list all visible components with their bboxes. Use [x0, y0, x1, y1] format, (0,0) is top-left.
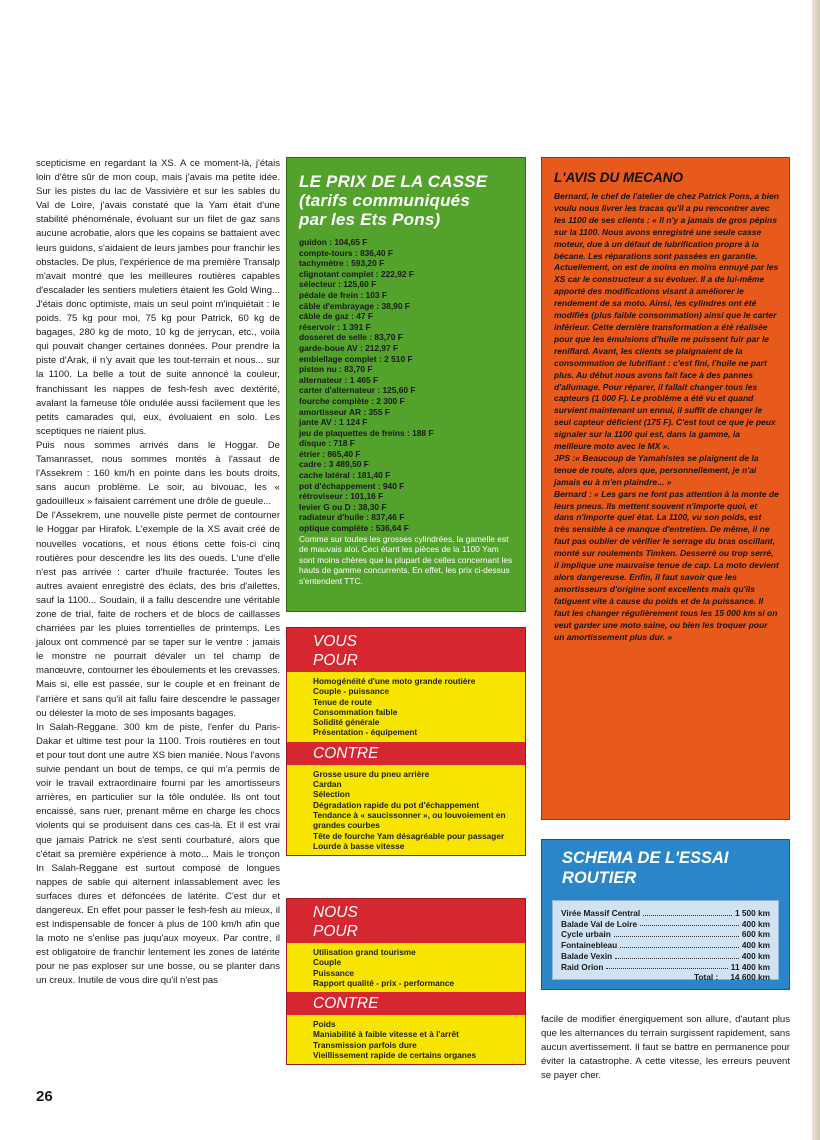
pour-heading: POUR [313, 652, 358, 669]
vous-pour-contre-box [286, 627, 526, 856]
price-item: amortisseur AR : 355 F [299, 406, 390, 417]
price-item: rétroviseur : 101,16 F [299, 491, 384, 502]
article-paragraph: In Salah-Reggane. 300 km de piste, l'enfer du Paris-Dakar et ultime test pour la 1100. Trois routières en tout et pour tout dont une autre XS bien maniée. Nous l'avons suivie pendant un bout de temps, ce qui m'a permis de voir le travail extraordinaire fourni par les amortisseurs arrières, en particulier sur la tôle ondulée. Ils ont tout encaissé, sans ruer, prenant même en charge les chocs violents qui se produisent dans ces cas-là. Et il est vrai que jamais Patrick ne s'est senti courbaturé, alors que c'était sa première expérience à moto... Mais le tronçon In Salah-Reggane est surtout composé de longues nappes de sable qui alternent inlassablement avec les surfaces dures et défoncées de latérite. C'est dur et dangereux. En effet pour passer le fesh-fesh au mieux, il est indispensable de foncer à plus de 100 km/h afin que la moto ne s'enlise pas juqu'aux moyeux. Par contre, il est obligatoire de franchir lentement les zones de latérite pour ne pas exploser sur une bosse, ou se planter dans un creux. Inutile de vous dire qu'il n'est pas [36, 721, 280, 987]
route-total-value: 14 600 km [730, 972, 770, 983]
nous-pour-list [287, 943, 525, 992]
vous-heading-line: VOUS [313, 633, 357, 650]
contre-item: Sélection [313, 789, 350, 800]
route-table [552, 900, 779, 983]
price-box-title-line: par les Ets Pons) [299, 210, 441, 229]
mecano-paragraph: Bernard, le chef de l'atelier de chez Patrick Pons, a bien voulu nous livrer les tracas qu'il a pu rencontrer avec les 1100 de ses clients : « Il n'y a jamais de gros pépins sur la 1100. Nous avons enregistré une seule casse moteur, due à un défaut de lubrification propre à la bécane. Les réparations sont passées en garantie. Actuellement, on est de moins en moins ennuyé par les XS car le constructeur a su évoluer. Il a de lui-même apporté des modifications visant à améliorer le rendement de sa moto. Ainsi, les cylindres ont été modifiés (plus faible consommation) ainsi que le carter inférieur. Cette dernière transformation a été réalisée pour que les émulsions d'huile ne puissent fuir par le reniflard. Avant, les clients se plaignaient de la consommation de lubrifiant : c'est fini, l'huile ne part plus. Au début nous avons fait face à des pannes d'allumage. Pour réparer, il fallait changer tous les capteurs (1 000 F). Le problème a été vu et quand survient maintenant un ennui, il suffit de changer le seul capteur déficient (175 F). C'est tout ce que je peux signaler sur la 1100 qui est, dans la gamme, la meilleure moto avec le MX ». [554, 191, 779, 452]
price-item: garde-boue AV : 212,97 F [299, 342, 399, 353]
price-item: câble de gaz : 47 F [299, 311, 374, 322]
price-item: dosseret de selle : 83,70 F [299, 332, 403, 343]
route-row [561, 908, 770, 919]
route-name: Fontainebleau [561, 940, 618, 951]
price-box-note: Comme sur toutes les grosses cylindrées, la gamelle est de mauvais aloi. Ceci étant les pièces de la 1100 Yam sont moins chères que la plupart de celles concernant les hauts de gamme concurrents. En effet, les prix ci-dessus s'entendent TTC. [299, 533, 513, 586]
price-item: réservoir : 1 391 F [299, 321, 371, 332]
price-item: cadre : 3 489,50 F [299, 459, 369, 470]
route-name: Balade Vexin [561, 950, 613, 961]
leader-dots [606, 962, 727, 970]
mecano-box-title: L'AVIS DU MECANO [554, 170, 683, 185]
route-km: 400 km [741, 950, 770, 961]
price-item: pot d'échappement : 940 F [299, 480, 405, 491]
leader-dots [643, 908, 732, 916]
vous-contre-heading: CONTRE [287, 742, 525, 765]
contre-item: Transmission parfois dure [313, 1039, 417, 1050]
pour-heading: POUR [313, 923, 358, 940]
price-list [287, 237, 525, 534]
price-item: étrier : 865,40 F [299, 448, 361, 459]
leader-dots [620, 940, 739, 948]
pour-item: Utilisation grand tourisme [313, 947, 416, 957]
leader-dots [614, 929, 739, 937]
route-name: Cycle urbain [561, 929, 611, 940]
price-item: tachymètre : 593,20 F [299, 258, 385, 269]
nous-heading [287, 899, 525, 943]
contre-item: Dégradation rapide du pot d'échappement [313, 799, 480, 810]
contre-item: Poids [313, 1019, 336, 1030]
article-left-column [36, 157, 280, 989]
article-paragraph: facile de modifier énergiquement son allure, d'autant plus que les alternances du terrain surgissent rapidement, sans aucun avertissement. Il faut se battre en permanence pour éviter la catastrophe. A cette vitesse, les erreurs peuvent se payer cher. [541, 1014, 790, 1081]
pour-item: Homogénéité d'une moto grande routière [313, 676, 476, 686]
pour-item: Solidité générale [313, 717, 380, 728]
nous-contre-list [287, 1015, 525, 1064]
page-number: 26 [36, 1088, 53, 1105]
price-item: embiellage complet : 2 510 F [299, 353, 413, 364]
pour-item: Couple - puissance [313, 686, 390, 697]
price-box-title-line: LE PRIX DE LA CASSE [299, 172, 488, 191]
price-item: cache latéral : 181,40 F [299, 470, 391, 481]
route-row [561, 951, 770, 962]
vous-contre-list [287, 765, 525, 855]
route-km: 400 km [741, 918, 770, 929]
vous-pour-list [287, 672, 525, 742]
route-name: Raid Orion [561, 961, 604, 972]
price-box-title-line: (tarifs communiqués [299, 191, 470, 210]
contre-item: Cardan [313, 779, 342, 790]
price-item: optique complète : 536,64 F [299, 523, 409, 534]
page-edge [812, 0, 820, 1140]
mecano-paragraph: JPS :« Beaucoup de Yamahistes se plaignent de la tenue de route, alors que, personnellement, je n'ai jamais eu à m'en plaindre... » [554, 452, 759, 487]
contre-item: Maniabilité à faible vitesse et à l'arrêt [313, 1029, 459, 1040]
price-item: disque : 718 F [299, 438, 355, 449]
pour-item: Présentation - équipement [313, 727, 418, 738]
article-paragraph: De l'Assekrem, une nouvelle piste permet de contourner le Hoggar par Hirafok. L'exemple de la XS avait créé de nouvelles vocations, et nous étions cette fois-ci cinq routières pour descendre les lits des oueds. L'une d'elle n'est pas arrivée : carter d'huile fracturée. Toutes les autres avaient enregistré des éclats, des bris d'ailettes, sauf la 1100... Soudain, il a fallu descendre une véritable zone de trial, faite de rochers et de blocs de caillasses charriées par les pluies torrentielles de printemps. Les jaloux ont commencé par se taper sur le ventre : jamais le monstre ne pourrait dévaler un tel champ de manœuvre, contourner les éboulements et les crevasses. Mais si, elle est passée, sur le couple et en freinant de l'arrière et sans qu'il ait fallu faire descendre le passager ou délester la moto de ses imposants bagages. [36, 510, 280, 719]
mecano-paragraph: Bernard : « Les gars ne font pas attention à la monte de leurs pneus. Ils mettent souvent n'importe quoi, et dans n'importe quel état. La 1100, vu son poids, est très sensible à ce manque d'entretien. De même, il ne faut pas oublier de vérifier le serrage du bras oscillant, monté sur roulements Timken. Desserré ou trop serré, il implique une mauvaise tenue de cap. La moto devient alors dangereuse. Enfin, il faut savoir que les amortisseurs d'origine sont excellents mais qu'ils fatiguent vite à cause du poids et de la puissance. Il faut les changer régulièrement tous les 15 000 km si on veut garder une moto saine, ou bien les troquer pour un amortissement plus dur. » [554, 488, 779, 642]
route-km: 1 500 km [734, 908, 770, 918]
route-name: Balade Val de Loire [561, 918, 638, 929]
vous-heading [287, 628, 525, 672]
price-item: jeu de plaquettes de freins : 188 F [299, 427, 434, 438]
article-right-column [541, 1013, 790, 1083]
route-total-label: Total : [694, 972, 719, 983]
article-paragraph: Puis nous sommes arrivés dans le Hoggar. De Tamanrasset, nous sommes montés à l'assaut de l'Assekrem : 160 km/h en pointe dans les bouts droits, sans aucun problème. Le soir, au bivouac, les « gadouilleux » faisaient carrément une drôle de gueule... [36, 439, 280, 508]
nous-pour-contre-box [286, 898, 526, 1065]
price-item: sélecteur : 125,60 F [299, 279, 377, 290]
route-km: 400 km [741, 940, 770, 951]
price-item: compte-tours : 836,40 F [299, 247, 394, 258]
contre-item: Lourde à basse vitesse [313, 840, 405, 851]
price-item: jante AV : 1 124 F [299, 417, 368, 428]
mecano-box [541, 157, 790, 820]
contre-item: Tête de fourche Yam désagréable pour passager [313, 830, 505, 841]
route-km: 600 km [741, 929, 770, 940]
price-item: câble d'embrayage : 38,90 F [299, 300, 410, 311]
route-row [561, 940, 770, 951]
route-total [561, 972, 770, 983]
price-item: piston nu : 83,70 F [299, 364, 373, 375]
article-paragraph: scepticisme en regardant la XS. A ce moment-là, j'étais loin d'être sûr de mon coup, mais j'avais ma petite idée. Sur les pistes du lac de Vassivière et sur les sables du Val de Loire, j'avais constaté que la Yam était d'une stabilité phénoménale, évoluant sur un filet de gaz sans aucune acrobatie, alors que les copains se battaient avec leurs guidons, s'aidaient de leurs jambes pour franchir les obstacles. De plus, l'expérience de ma première Transalp m'avait montré que les meilleures routières capables d'escalader les sentiers muletiers étaient les Gold Wing... J'étais donc optimiste, mais un seul point m'inquiétait : le poids. 75 kg pour moi, 75 kg pour Patrick, 60 kg de bagages, 280 kg de moto, 10 kg de jerrycan, etc., voilà qui pouvait changer certaines données. Pour prendre la piste d'Arak, il n'y avait que les tout-terrain et nous... sur la 1100. La belle a tout de suite annoncé la couleur, franchissant les nappes de fesh-fesh avec dextérité, avalant la fameuse tôle ondulée aussi facilement que les petits camarades qui, eux, évoluaient en solo. Les sceptiques ne riaient plus. [36, 158, 280, 437]
pour-item: Consommation faible [313, 706, 398, 717]
schema-title-line: SCHEMA DE L'ESSAI [562, 849, 729, 867]
pour-item: Tenue de route [313, 696, 372, 707]
leader-dots [615, 951, 739, 959]
nous-heading-line: NOUS [313, 904, 358, 921]
price-item: clignotant complet : 222,92 F [299, 268, 414, 279]
leader-dots [640, 919, 739, 927]
price-item: fourche complète : 2 300 F [299, 395, 405, 406]
contre-item: Tendance à « saucissonner », ou louvoiement en grandes courbes [313, 809, 506, 831]
price-item: pédale de frein : 103 F [299, 289, 387, 300]
route-row [561, 929, 770, 940]
price-item: levier G ou D : 38,30 F [299, 501, 387, 512]
price-item: guidon : 104,65 F [299, 237, 368, 247]
price-item: carter d'alternateur : 125,60 F [299, 385, 416, 396]
price-box-title [287, 158, 525, 237]
nous-contre-heading: CONTRE [287, 992, 525, 1015]
contre-item: Grosse usure du pneu arrière [313, 768, 430, 779]
price-item: alternateur : 1 465 F [299, 374, 379, 385]
contre-item: Vieillissement rapide de certains organes [313, 1050, 477, 1061]
route-km: 11 400 km [730, 961, 770, 972]
route-name: Virée Massif Central [561, 908, 641, 918]
route-row [561, 962, 770, 973]
schema-box-title [542, 840, 789, 894]
route-list [561, 908, 770, 972]
route-row [561, 919, 770, 930]
pour-item: Couple [313, 957, 342, 968]
schema-box [541, 839, 790, 990]
price-box [286, 157, 526, 612]
pour-item: Puissance [313, 967, 355, 978]
pour-item: Rapport qualité - prix - performance [313, 977, 455, 988]
schema-title-line: ROUTIER [562, 869, 637, 887]
price-item: radiateur d'huile : 837,46 F [299, 512, 405, 523]
